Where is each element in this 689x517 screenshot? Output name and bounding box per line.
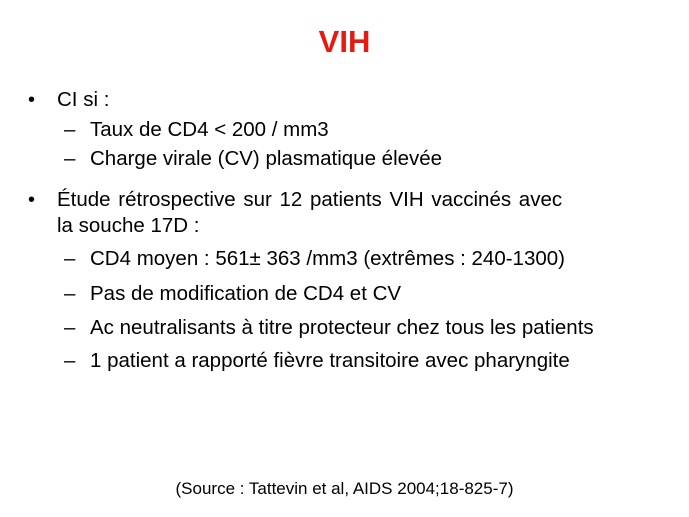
bullet-marker: • (28, 89, 36, 111)
sub-item-viral-load: Charge virale (CV) plasmatique élevée (90, 147, 443, 170)
dash-marker: – (64, 147, 76, 170)
bullet-marker: • (28, 189, 36, 211)
dash-marker: – (64, 282, 76, 305)
bullet-text-study-line2: la souche 17D : (57, 214, 200, 237)
source-citation: (Source : Tattevin et al, AIDS 2004;18-825-7) (175, 479, 514, 498)
dash-marker: – (64, 118, 76, 141)
dash-marker: – (64, 247, 76, 270)
sub-item-no-change: Pas de modification de CD4 et CV (90, 282, 402, 305)
bullet-text-ci: CI si : (57, 88, 110, 111)
slide-title: VIH (318, 24, 371, 59)
bullet-text-study-line1: Étude rétrospective sur 12 patients VIH vaccinés avec (57, 188, 563, 211)
sub-item-cd4-mean: CD4 moyen : 561± 363 /mm3 (extrêmes : 240-1300) (90, 247, 565, 270)
dash-marker: – (64, 349, 76, 372)
dash-marker: – (64, 316, 76, 339)
sub-item-antibodies: Ac neutralisants à titre protecteur chez tous les patients (90, 316, 594, 339)
sub-item-fever: 1 patient a rapporté fièvre transitoire avec pharyngite (90, 349, 570, 372)
sub-item-cd4-rate: Taux de CD4 < 200 / mm3 (90, 118, 329, 141)
